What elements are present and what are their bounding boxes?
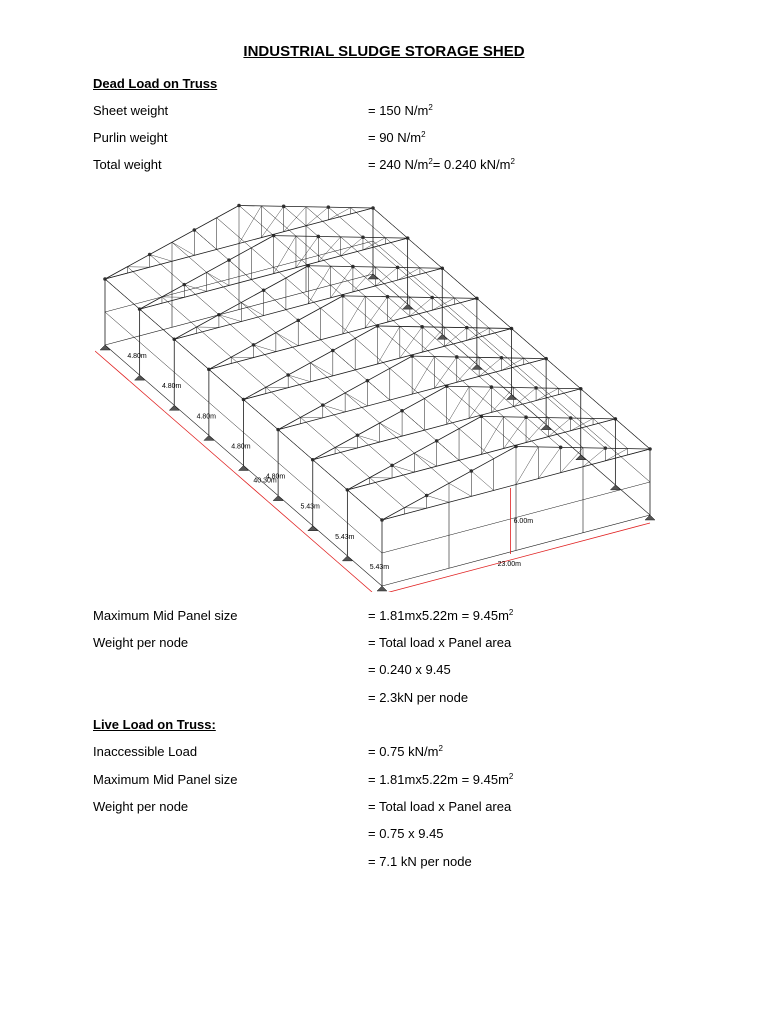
truss-diagonal bbox=[347, 484, 369, 490]
bay-dimension-label: 5.43m bbox=[300, 503, 320, 511]
support-icon bbox=[437, 334, 447, 339]
bay-dimension-line bbox=[234, 472, 269, 502]
bay-dimension-label: 4.80m bbox=[196, 413, 217, 421]
truss-diagonal bbox=[274, 236, 296, 274]
inaccessible-load-label: Inaccessible Load bbox=[93, 744, 198, 759]
truss-diagonal bbox=[628, 449, 650, 455]
total-weight-label: Total weight bbox=[93, 157, 162, 172]
truss-diagonal bbox=[207, 272, 229, 285]
support-icon bbox=[239, 466, 249, 471]
support-icon bbox=[610, 485, 620, 490]
purlin bbox=[217, 218, 494, 459]
truss-diagonal bbox=[244, 394, 266, 400]
truss-diagonal bbox=[385, 238, 407, 244]
inaccessible-load-value: = 0.75 $kN/m^2$ bbox=[368, 744, 443, 759]
truss-diagonal bbox=[414, 453, 436, 466]
truss-diagonal bbox=[420, 268, 442, 274]
panel-size-value: = $1.81mx5.22m = 9.45m^2$ bbox=[368, 608, 514, 623]
truss-diagonal bbox=[422, 327, 444, 352]
truss-diagonal bbox=[219, 315, 241, 322]
purlin-weight-value: = 90 $N/m^2$ bbox=[368, 130, 426, 145]
live-weight-per-node-result: = 7.1 kN per node bbox=[368, 854, 472, 869]
truss-diagonal bbox=[254, 345, 276, 352]
purlin bbox=[351, 208, 628, 449]
truss-diagonal bbox=[276, 333, 298, 346]
truss-diagonal bbox=[412, 357, 434, 395]
dead-load-heading: Dead Load on Truss bbox=[93, 76, 218, 91]
bay-dimension-line bbox=[164, 411, 199, 441]
weight-per-node-result: = 2.3kN per node bbox=[368, 690, 469, 705]
page-title: INDUSTRIAL SLUDGE STORAGE SHED bbox=[243, 43, 525, 60]
truss-structure-diagram bbox=[95, 180, 670, 592]
truss-diagonal bbox=[140, 303, 162, 309]
support-icon bbox=[342, 556, 352, 561]
support-icon bbox=[135, 375, 145, 380]
sheet-weight-value: = 150 $N/m^2$ bbox=[368, 103, 433, 118]
bay-dimension-label: 4.80m bbox=[231, 443, 251, 451]
bay-dimension-line bbox=[337, 562, 372, 592]
support-icon bbox=[541, 425, 551, 430]
truss-diagonal bbox=[353, 267, 375, 292]
truss-diagonal bbox=[382, 514, 404, 520]
length-dimension-label: 40.30m bbox=[253, 477, 277, 485]
live-panel-size-label: Maximum Mid Panel size bbox=[93, 772, 238, 787]
bay-dimension-line bbox=[130, 381, 165, 411]
truss-diagonal bbox=[489, 329, 511, 335]
support-icon bbox=[308, 526, 318, 531]
truss-diagonal bbox=[449, 483, 471, 496]
truss-frame bbox=[100, 204, 655, 591]
truss-diagonal bbox=[427, 496, 449, 503]
truss-diagonal bbox=[491, 388, 513, 413]
base-beam bbox=[105, 345, 382, 586]
purlin bbox=[261, 206, 538, 447]
truss-diagonal bbox=[432, 298, 454, 310]
bay-dimension-label: 4.80m bbox=[127, 353, 147, 361]
bay-dimension-line bbox=[199, 441, 234, 471]
truss-diagonal bbox=[150, 255, 172, 262]
live-panel-size-value: = $1.81mx5.22m = 9.45m^2$ bbox=[368, 772, 514, 787]
sheet-weight-label: Sheet weight bbox=[93, 103, 169, 118]
truss-diagonal bbox=[288, 375, 310, 382]
support-icon bbox=[169, 405, 179, 410]
truss-diagonal bbox=[447, 387, 469, 425]
truss-diagonal bbox=[571, 418, 593, 430]
truss-diagonal bbox=[536, 388, 558, 400]
truss-diagonal bbox=[357, 435, 379, 442]
truss-diagonal bbox=[343, 296, 365, 334]
truss-diagonal bbox=[378, 326, 400, 364]
truss-diagonal bbox=[561, 448, 583, 473]
live-weight-per-node-label: Weight per node bbox=[93, 799, 189, 814]
truss-diagonal bbox=[239, 206, 261, 244]
weight-per-node-formula: = Total load x Panel area bbox=[368, 635, 512, 650]
width-dimension-label: 23.00m bbox=[497, 561, 521, 569]
truss-diagonal bbox=[471, 471, 493, 490]
truss-diagonal bbox=[467, 328, 489, 340]
support-icon bbox=[100, 345, 110, 350]
truss-diagonal bbox=[558, 389, 580, 395]
truss-diagonal bbox=[351, 208, 373, 214]
truss-diagonal bbox=[501, 358, 523, 370]
total-weight-value: = 240 $N/m^2= 0.240$ $kN/m^2$ bbox=[368, 157, 515, 172]
support-icon bbox=[576, 455, 586, 460]
support-icon bbox=[507, 395, 517, 400]
bay-dimension-line bbox=[268, 502, 303, 532]
bay-dimension-label: 5.43m bbox=[335, 533, 355, 541]
bay-dimension-label: 4.80m bbox=[265, 473, 286, 481]
truss-diagonal bbox=[524, 359, 546, 365]
truss-diagonal bbox=[105, 273, 127, 279]
height-dimension-label: 6.00m bbox=[513, 518, 534, 526]
truss-diagonal bbox=[209, 363, 231, 369]
truss-diagonal bbox=[278, 424, 300, 430]
truss-diagonal bbox=[174, 333, 196, 339]
truss-diagonal bbox=[308, 266, 330, 304]
panel-size-label: Maximum Mid Panel size bbox=[93, 608, 238, 623]
base-beam bbox=[373, 274, 650, 515]
truss-diagonal bbox=[345, 393, 367, 406]
weight-per-node-step1: = 0.240 x 9.45 bbox=[368, 662, 451, 677]
side-rail bbox=[373, 241, 650, 482]
support-icon bbox=[377, 586, 387, 591]
live-load-heading: Live Load on Truss: bbox=[93, 717, 216, 732]
bay-dimension-label: 4.80m bbox=[161, 383, 182, 391]
truss-diagonal bbox=[241, 303, 263, 316]
truss-diagonal bbox=[172, 242, 194, 255]
live-weight-per-node-formula: = Total load x Panel area bbox=[368, 799, 512, 814]
eave-beam bbox=[373, 208, 650, 449]
truss-diagonal bbox=[284, 207, 306, 232]
truss-diagonal bbox=[526, 418, 548, 443]
truss-diagonal bbox=[593, 419, 615, 425]
truss-diagonal bbox=[328, 208, 350, 220]
support-icon bbox=[403, 304, 413, 309]
truss-diagonal bbox=[323, 405, 345, 412]
bay-dimension-label: 5.43m bbox=[369, 563, 390, 571]
purlin bbox=[284, 206, 561, 447]
purlin-weight-label: Purlin weight bbox=[93, 130, 168, 145]
bay-dimension-line bbox=[303, 532, 338, 562]
support-icon bbox=[273, 496, 283, 501]
support-icon bbox=[472, 364, 482, 369]
support-icon bbox=[204, 435, 214, 440]
truss-diagonal bbox=[311, 363, 333, 376]
eave-beam bbox=[105, 279, 382, 520]
purlin bbox=[150, 255, 427, 496]
truss-diagonal bbox=[388, 297, 410, 322]
truss-diagonal bbox=[481, 417, 503, 455]
truss-diagonal bbox=[363, 238, 385, 250]
purlin bbox=[239, 206, 516, 447]
purlin bbox=[328, 207, 605, 448]
truss-diagonal bbox=[380, 423, 402, 436]
dimension-lines bbox=[95, 351, 650, 592]
truss-diagonal bbox=[455, 298, 477, 304]
live-weight-per-node-step1: = 0.75 x 9.45 bbox=[368, 826, 444, 841]
weight-per-node-label: Weight per node bbox=[93, 635, 189, 650]
bay-dimension-line bbox=[95, 351, 130, 381]
truss-diagonal bbox=[457, 357, 479, 382]
truss-diagonal bbox=[516, 447, 538, 485]
side-rail bbox=[105, 312, 382, 553]
truss-diagonal bbox=[398, 268, 420, 280]
truss-diagonal bbox=[318, 237, 340, 262]
truss-diagonal bbox=[605, 449, 627, 461]
truss-diagonal bbox=[392, 465, 414, 472]
truss-diagonal bbox=[313, 454, 335, 460]
